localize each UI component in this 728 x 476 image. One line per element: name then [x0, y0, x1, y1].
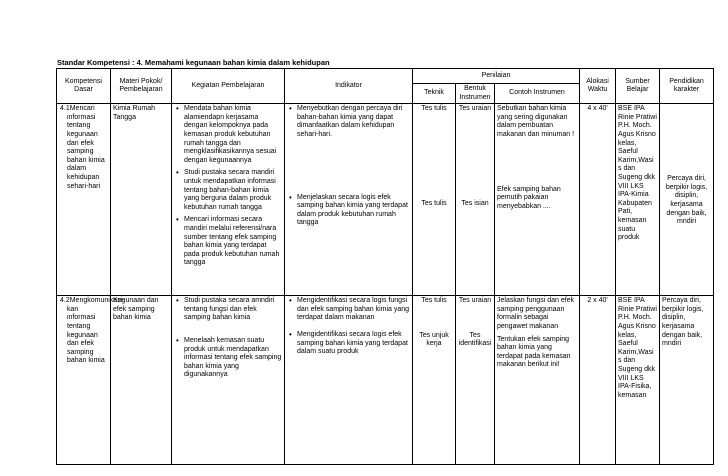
header-teknik: Teknik [413, 84, 456, 104]
bentuk-cell [456, 104, 495, 296]
silabus-table [56, 68, 714, 465]
indikator-item: • Mengidentifikasi secara logis fungsi dan efek samping bahan kimia yang terdapat dalam makanan [297, 297, 410, 323]
table-row [57, 296, 714, 465]
alokasi-cell: 4 x 40' [580, 104, 616, 296]
teknik-value: Tes unjuk kerja [419, 331, 449, 348]
karakter-cell [660, 104, 714, 296]
kegiatan-item: • Mendata bahan kimia alamiendapn kerjasama dengan kelompoknya pada kemasan produk kebutuhan rumah tangga dan mengklasifikasikannya sesuai dengan kegunaannya [184, 105, 282, 165]
kompetensi-dasar-cell [57, 296, 125, 465]
bentuk-value: Tes uraian [458, 297, 492, 305]
indikator-item: • Menjelaskan secara logis efek samping bahan kimia yang terdapat dalam produk kebutuhan rumah tangga [297, 194, 410, 228]
contoh-cell [495, 296, 580, 465]
header-pendidikan-karakter: Pendidikan karakter [660, 69, 714, 104]
header-kegiatan-pembelajaran: Kegiatan Pembelajaran [172, 69, 285, 104]
header-penilaian: Penilaian [413, 69, 580, 84]
kompetensi-dasar-text: 4.2Mengkomunikasi-kan informasi tentang kegunaan dan efek samping bahan kimia [60, 297, 125, 365]
kegiatan-item: • Menelaah kemasan suatu produk untuk mendapatkan informasi tentang efek samping bahan kimia yang digunakannya [184, 337, 282, 380]
contoh-cell [495, 104, 580, 296]
indikator-item: • Menyebutkan dengan percaya diri bahan-bahan kimia yang dapat dimanfaatkan dalam kehidupan sehari-hari. [297, 105, 410, 139]
table-row [57, 104, 714, 296]
contoh-value: Sebutkan bahan kimia yang sering digunakan dalam pembuatan makanan dan minuman ! [497, 105, 575, 138]
kegiatan-cell [172, 104, 285, 296]
teknik-cell [413, 296, 456, 465]
header-materi-pokok: Materi Pokok/ Pembelajaran [111, 69, 172, 104]
indikator-cell [285, 104, 413, 296]
sumber-cell: BSE IPA Rinie Pratiwi P.H. Moch. Agus Krisno kelas, Saeful Karim,Wasi s dan Sugeng dkk VIII LKS IPA-Kimia Kabupaten Pati, kemasan suatu produk [616, 104, 660, 296]
kegiatan-item: • Studi pustaka secara mandiri untuk mendapatkan informasi tentang bahan-bahan kimia yang berguna dalam produk kebutuhan rumah tangga [184, 169, 282, 212]
kegiatan-item: • Studi pustaka secara amndiri tentang fungsi dan efek samping bahan kimia [184, 297, 282, 323]
bentuk-cell [456, 296, 495, 465]
kompetensi-dasar-cell [57, 104, 111, 296]
alokasi-cell: 2 x 40' [580, 296, 616, 465]
bentuk-value: Tes uraian [458, 105, 492, 113]
karakter-cell: Percaya diri, berpikir logis, disiplin, kerjasama dengan baik, mndiri [660, 296, 714, 465]
header-contoh-instrumen: Contoh Instrumen [495, 84, 580, 104]
sumber-cell: BSE IPA Rinie Pratiwi P.H. Moch. Agus Krisno kelas, Saeful Karim,Wasi s dan Sugeng dkk VIII LKS IPA-Fisika, kemasan [616, 296, 660, 465]
materi-cell: Kimia Rumah Tangga [111, 104, 172, 296]
teknik-value: Tes tulis [421, 297, 447, 305]
bentuk-value: Tes identifikasi [458, 331, 492, 348]
indikator-item: • Mengidentifikasi secara logis efek samping bahan kimia yang terdapat dalam suatu produk [297, 331, 410, 357]
karakter-value: Percaya diri, berpikir logis, disiplin, kerjasama dengan baik, mndiri [665, 175, 708, 226]
contoh-value: Jelaskan fungsi dan efek samping penggunaan formalin sebagai pengawet makanan [497, 297, 575, 330]
contoh-value: Efek samping bahan pemutih pakaian menyebabkan .... [497, 185, 561, 210]
kompetensi-dasar-text: 4.1Mencari informasi tentang kegunaan dan efek samping bahan kimia dalam kehidupan sehari-hari [60, 105, 105, 190]
standar-kompetensi-title: Standar Kompetensi : 4. Memahami kegunaan bahan kimia dalam kehidupan [57, 58, 330, 67]
teknik-cell [413, 104, 456, 296]
indikator-cell [285, 296, 413, 465]
kegiatan-cell [172, 296, 285, 465]
header-indikator: Indikator [285, 69, 413, 104]
header-alokasi-waktu: Alokasi Waktu [580, 69, 616, 104]
kegiatan-item: • Mencari informasi secara mandiri melalui referensi/nara sumber tentang efek samping bahan kimia yang terdapat pada produk kebutuhan rumah tangga [184, 216, 282, 268]
bentuk-value: Tes isian [461, 199, 489, 207]
teknik-value: Tes tulis [421, 199, 447, 207]
header-kompetensi-dasar: Kompetensi Dasar [57, 69, 111, 104]
header-bentuk-instrumen: Bentuk Instrumen [456, 84, 495, 104]
materi-cell: Kegunaan dan efek samping bahan kimia [111, 296, 172, 465]
contoh-value: Tentukan efek samping bahan kimia yang terdapat pada kemasan makanan berikut ini! [497, 335, 571, 369]
teknik-value: Tes tulis [421, 105, 447, 113]
header-sumber-belajar: Sumber Belajar [616, 69, 660, 104]
